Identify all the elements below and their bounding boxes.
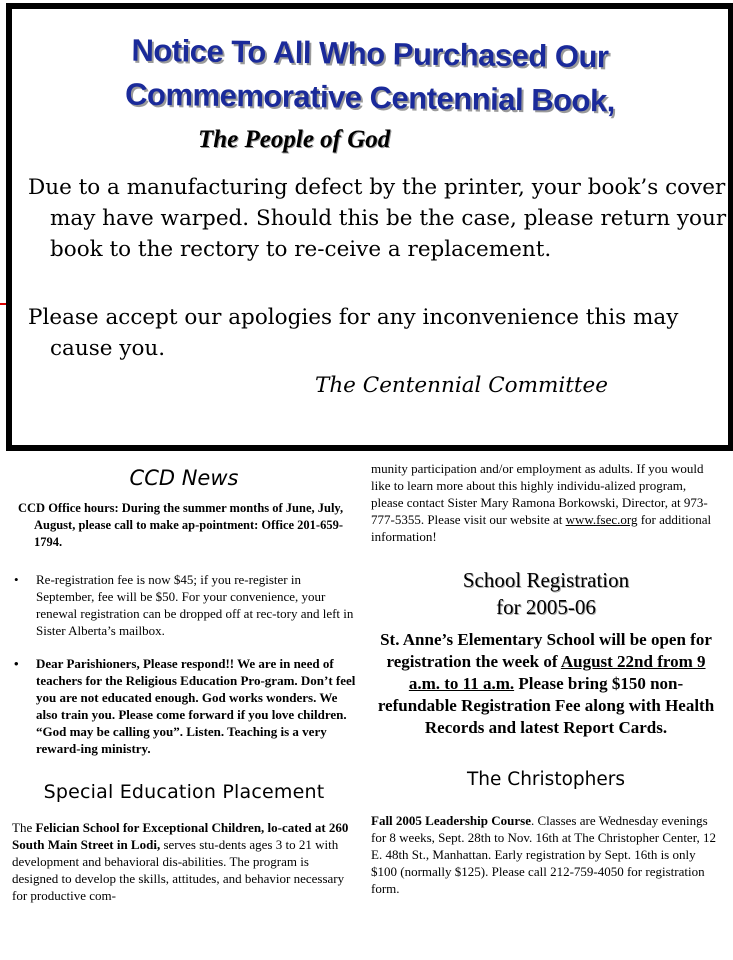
christophers-text <box>371 812 721 897</box>
special-ed-intro: The <box>12 820 36 835</box>
notice-paragraph-2: Please accept our apologies for any inconvenience this may cause you. <box>28 305 679 361</box>
school-registration-heading <box>371 567 721 621</box>
christophers-heading: The Christophers <box>467 769 625 790</box>
special-ed-text <box>12 819 356 904</box>
ccd-bullet-2-text: Dear Parishioners, Please respond!! We are in need of teachers for the Religious Education Pro-gram. Don’t feel you are not educated enough. God works wonders. We also train you. Please come forward if you love children. “God may be calling you”. Listen. Teaching is a very reward-ing ministry. <box>36 656 356 756</box>
ccd-bullet-1 <box>12 571 356 639</box>
special-ed-body-rest: munity participation and/or employment as adults. If you would like to learn more about this highly individu-alized program, please contact Sister Mary Ramona Borkowski, Director, at 973-777-5355. Please visit our website at <box>371 461 708 527</box>
special-ed-continued <box>371 460 721 545</box>
notice-title-line2: Commemorative Centennial Book, <box>124 76 616 119</box>
bullet-icon: • <box>14 656 19 671</box>
fsec-website-link[interactable]: www.fsec.org <box>565 512 638 527</box>
special-ed-heading: Special Education Placement <box>43 781 325 803</box>
book-title: The People of God <box>198 126 391 153</box>
school-registration-heading-line1: School Registration <box>462 568 630 592</box>
special-ed-body-start: serves stu-dents ages 3 to 21 with development and behavioral dis-abilities. The program is designed to develop the skills, attitudes, and behavior necessary for productive com- <box>12 837 345 903</box>
school-reg-date: August 22nd from 9 a.m. to 11 a.m. <box>408 652 706 693</box>
christophers-course: Fall 2005 Leadership Course <box>371 813 531 828</box>
felician-school-name: Felician School for Exceptional Children, lo-cated at 260 South Main Street in Lodi, <box>12 820 349 852</box>
notice-paragraph-1: Due to a manufacturing defect by the printer, your book’s cover may have warped. Should this be the case, please return your book to the rectory to re-ceive a replacement. <box>28 175 727 262</box>
notice-signature: The Centennial Committee <box>315 373 609 398</box>
ccd-heading: CCD News <box>129 466 239 490</box>
ccd-office-hours: CCD Office hours: During the summer months of June, July, August, please call to make ap-pointment: Office 201-659-1794. <box>18 501 344 549</box>
school-reg-text-before: St. Anne’s Elementary School will be open for registration the week of <box>380 630 712 671</box>
ccd-bullet-2 <box>12 655 356 757</box>
school-reg-text-after: Please bring $150 non-refundable Registration Fee along with Health Records and latest Report Cards. <box>377 674 715 737</box>
special-ed-end: for additional information! <box>371 512 712 544</box>
bullet-icon: • <box>14 572 19 587</box>
christophers-body: . Classes are Wednesday evenings for 8 weeks, Sept. 28th to Nov. 16th at The Christopher Center, 12 E. 48th St., Manhattan. Early registration by Sept. 16th is only $100 (normally $125). Please call 212-759-4050 for registration form. <box>371 813 717 896</box>
school-registration-text <box>371 629 721 739</box>
notice-title-line1: Notice To All Who Purchased Our <box>131 32 609 75</box>
right-column <box>371 460 721 897</box>
ccd-bullet-1-text: Re-registration fee is now $45; if you re-register in September, fee will be $50. For your convenience, your renewal registration can be dropped off at rec-tory and left in Sister Alberta’s mailbox. <box>36 572 354 638</box>
left-column <box>12 460 356 904</box>
notice-box <box>6 3 733 451</box>
school-registration-heading-line2: for 2005-06 <box>496 595 596 619</box>
